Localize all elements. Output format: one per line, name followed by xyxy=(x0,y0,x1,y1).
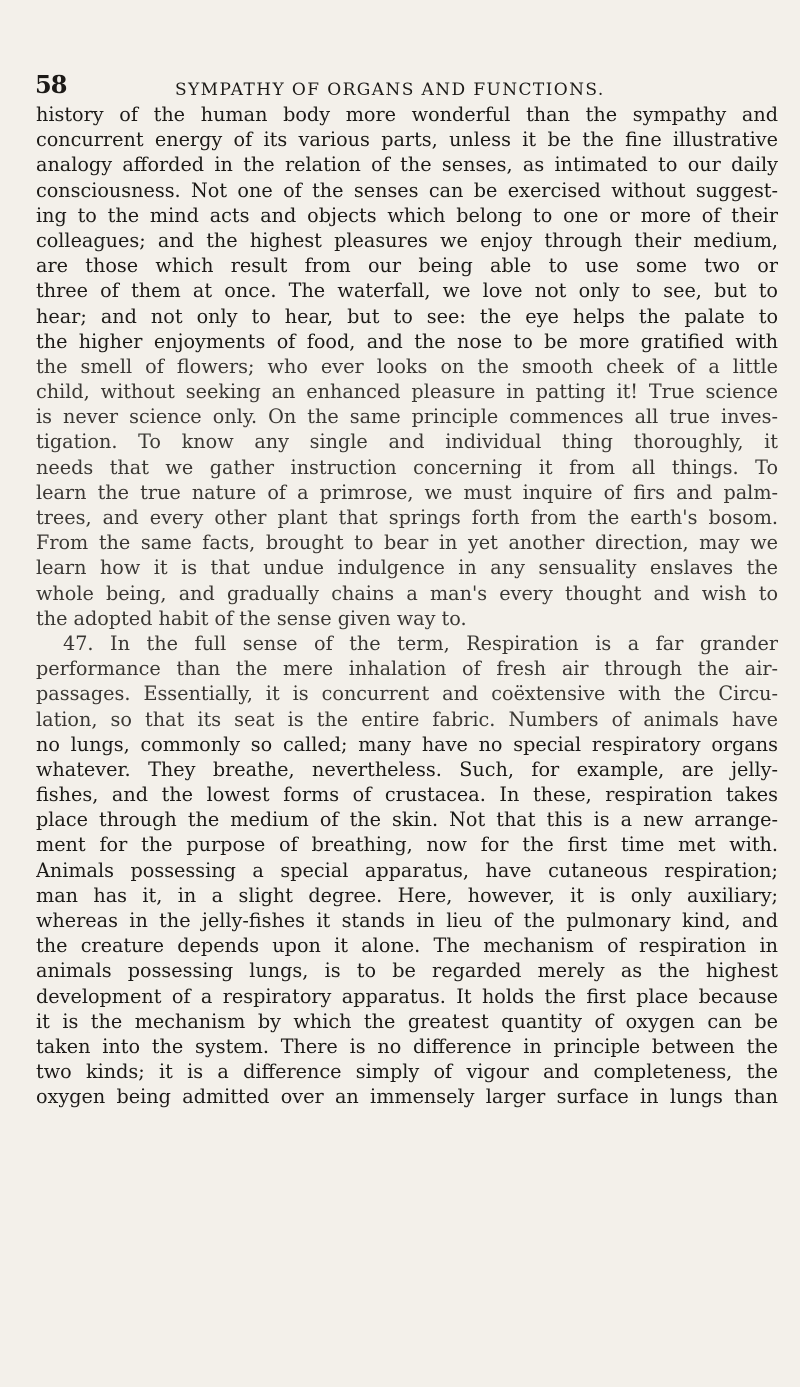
text-line: taken into the system. There is no difference in principle between the xyxy=(36,1034,778,1058)
text-line: the higher enjoyments of food, and the nose to be more gratified with xyxy=(36,329,778,353)
text-line: the smell of flowers; who ever looks on the smooth cheek of a little xyxy=(36,354,778,378)
text-line: Animals possessing a special apparatus, have cutaneous respiration; xyxy=(36,858,778,882)
text-line: analogy afforded in the relation of the senses, as intimated to our daily xyxy=(36,153,778,177)
page-number: 58 xyxy=(35,70,67,99)
text-line: the creature depends upon it alone. The mechanism of respiration in xyxy=(36,934,778,958)
text-line: two kinds; it is a difference simply of vigour and completeness, the xyxy=(36,1060,778,1084)
text-line: needs that we gather instruction concerning it from all things. To xyxy=(36,455,778,479)
text-line: tigation. To know any single and individual thing thoroughly, it xyxy=(36,430,778,454)
text-line: whereas in the jelly-fishes it stands in lieu of the pulmonary kind, and xyxy=(36,909,778,932)
text-line: lation, so that its seat is the entire fabric. Numbers of animals have xyxy=(36,707,778,731)
running-head: SYMPATHY OF ORGANS AND FUNCTIONS. xyxy=(175,80,605,100)
text-line: fishes, and the lowest forms of crustacea. In these, respiration takes xyxy=(36,783,778,807)
text-line: are those which result from our being able to use some two or xyxy=(36,254,778,278)
text-line: three of them at once. The waterfall, we love not only to see, but to xyxy=(36,279,778,303)
text-line: hear; and not only to hear, but to see: the eye helps the palate to xyxy=(36,304,778,328)
text-line: consciousness. Not one of the senses can be exercised without suggest- xyxy=(36,178,778,202)
section-47-start-line: 47. In the full sense of the term, Respiration is a far grander xyxy=(63,631,778,655)
paragraph-end-line: the adopted habit of the sense given way to. xyxy=(36,606,467,630)
text-line: animals possessing lungs, is to be regarded merely as the highest xyxy=(36,959,778,983)
text-line: it is the mechanism by which the greatest quantity of oxygen can be xyxy=(36,1009,778,1033)
text-line: learn how it is that undue indulgence in any sensuality enslaves the xyxy=(36,556,778,580)
text-line: From the same facts, brought to bear in yet another direction, may we xyxy=(36,531,778,555)
text-line: performance than the mere inhalation of fresh air through the air- xyxy=(36,657,778,681)
text-line: ing to the mind acts and objects which belong to one or more of their xyxy=(36,203,778,227)
text-line: whatever. They breathe, nevertheless. Such, for example, are jelly- xyxy=(36,757,778,781)
text-line: learn the true nature of a primrose, we must inquire of firs and palm- xyxy=(36,480,778,504)
text-line: oxygen being admitted over an immensely larger surface in lungs than xyxy=(36,1085,778,1109)
text-line: development of a respiratory apparatus. It holds the first place because xyxy=(36,984,778,1008)
text-line: place through the medium of the skin. Not that this is a new arrange- xyxy=(36,808,778,832)
text-line: concurrent energy of its various parts, unless it be the fine illustrative xyxy=(36,128,778,152)
text-line: colleagues; and the highest pleasures we enjoy through their medium, xyxy=(36,228,778,252)
body-text xyxy=(36,102,778,1110)
text-line: history of the human body more wonderful than the sympathy and xyxy=(36,103,778,126)
text-line: child, without seeking an enhanced pleasure in patting it! True science xyxy=(36,380,778,404)
text-line: passages. Essentially, it is concurrent and coëxtensive with the Circu- xyxy=(36,682,778,706)
text-line: man has it, in a slight degree. Here, however, it is only auxiliary; xyxy=(36,883,778,907)
text-line: trees, and every other plant that springs forth from the earth's bosom. xyxy=(36,506,778,529)
text-line: whole being, and gradually chains a man's every thought and wish to xyxy=(36,581,778,605)
text-line: is never science only. On the same principle commences all true inves- xyxy=(36,405,778,429)
text-line: ment for the purpose of breathing, now for the first time met with. xyxy=(36,833,778,857)
text-line: no lungs, commonly so called; many have no special respiratory organs xyxy=(36,732,778,756)
